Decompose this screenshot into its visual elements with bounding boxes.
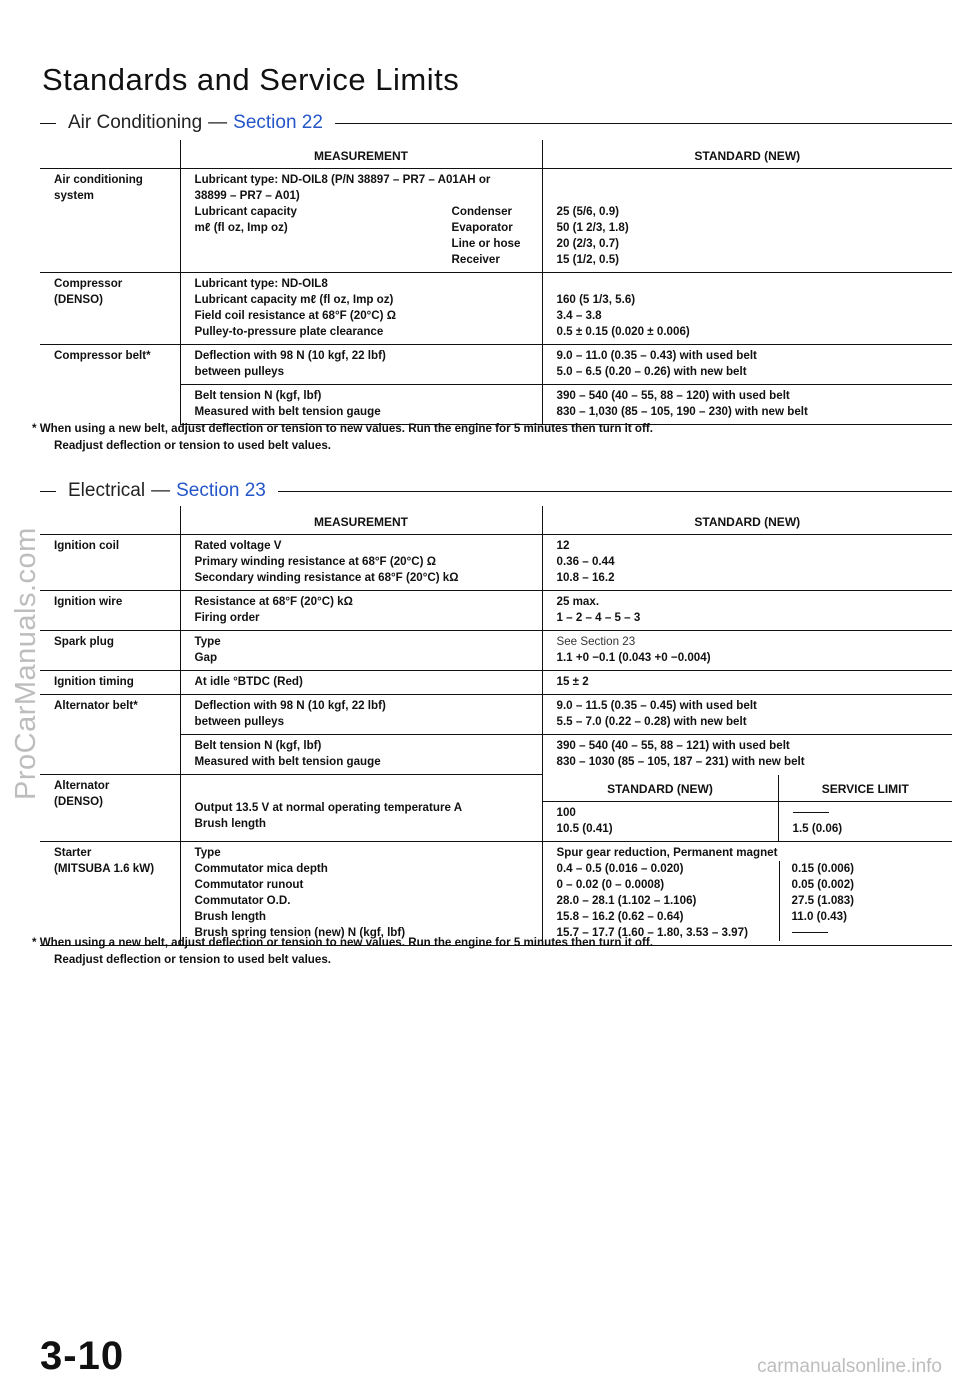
- standard-cell: 12 0.36 – 0.44 10.8 – 16.2: [542, 535, 952, 591]
- table-row: [40, 775, 952, 802]
- table-row: [40, 535, 952, 591]
- standard-cell: 9.0 – 11.0 (0.35 – 0.43) with used belt 5.0 – 6.5 (0.20 – 0.26) with new belt: [542, 345, 952, 385]
- section-title: Electrical: [68, 480, 146, 501]
- component-starter: Starter (MITSUBA 1.6 kW): [40, 841, 180, 945]
- header-measurement: MEASUREMENT: [180, 506, 542, 535]
- measurement-cell: Belt tension N (kgf, lbf) Measured with belt tension gauge: [180, 735, 542, 775]
- component-alternator-belt: Alternator belt*: [40, 695, 180, 775]
- standard-cell: 100 10.5 (0.41): [542, 801, 778, 841]
- component-ignition-coil: Ignition coil: [40, 535, 180, 591]
- measurement-cell: Deflection with 98 N (10 kgf, 22 lbf) between pulleys: [180, 695, 542, 735]
- standard-cell: Spur gear reduction, Permanent magnet 0.4 – 0.5 (0.016 – 0.020) 0 – 0.02 (0 – 0.0008) 28.0 – 28.1 (1.102 – 1.106) 15.8 – 16.2 (0.62 – 0.64) 15.7 – 17.7 (1.60 – 1.80, 3.53 – 3.97) 0.15 (0.006) 0.05 (0.002) 27.5 (1.083) 11.0 (0.43): [542, 841, 952, 945]
- component-ignition-wire: Ignition wire: [40, 591, 180, 631]
- measurement-cell: Lubricant type: ND-OIL8 Lubricant capacity mℓ (fl oz, Imp oz) Field coil resistance at 68°F (20°C) Ω Pulley-to-pressure plate clearance: [180, 273, 542, 345]
- section-ref-link[interactable]: Section 22: [233, 112, 323, 133]
- header-standard: STANDARD (NEW): [542, 140, 952, 169]
- measurement-cell: Lubricant type: ND-OIL8 (P/N 38897 – PR7 – A01AH or 38899 – PR7 – A01) Lubricant capacity mℓ (fl oz, Imp oz) Condenser Evaporator Line or hose Receiver: [180, 169, 542, 273]
- component-compressor-belt: Compressor belt*: [40, 345, 180, 425]
- standard-cell: See Section 23 1.1 +0 −0.1 (0.043 +0 −0.004): [542, 631, 952, 671]
- standard-cell: 25 max. 1 – 2 – 4 – 5 – 3: [542, 591, 952, 631]
- header-standard-alt: STANDARD (NEW): [542, 775, 778, 802]
- component-compressor: Compressor (DENSO): [40, 273, 180, 345]
- standard-cell: 390 – 540 (40 – 55, 88 – 120) with used belt 830 – 1,030 (85 – 105, 190 – 230) with new belt: [542, 385, 952, 425]
- measurement-cell: Output 13.5 V at normal operating temperature A Brush length: [180, 775, 542, 842]
- table-row: [40, 841, 952, 945]
- standard-cell: 25 (5/6, 0.9) 50 (1 2/3, 1.8) 20 (2/3, 0.7) 15 (1/2, 0.5): [542, 169, 952, 273]
- component-alternator: Alternator (DENSO): [40, 775, 180, 842]
- standard-cell: 390 – 540 (40 – 55, 88 – 121) with used belt 830 – 1030 (85 – 105, 187 – 231) with new belt: [542, 735, 952, 775]
- section-ref-link[interactable]: Section 23: [176, 480, 266, 501]
- footer-watermark: carmanualsonline.info: [757, 1356, 942, 1377]
- table-row: [40, 591, 952, 631]
- footnote-belt: * When using a new belt, adjust deflection or tension to new values. Run the engine for 5 minutes then turn it off. Readjust deflection or tension to used belt values.: [32, 936, 653, 966]
- component-ac-system: Air conditioning system: [40, 169, 180, 273]
- spark-plug-type-ref: See Section 23: [556, 635, 636, 648]
- section-title: Air Conditioning: [68, 112, 203, 133]
- measurement-cell: Belt tension N (kgf, lbf) Measured with belt tension gauge: [180, 385, 542, 425]
- standard-cell: 15 ± 2: [542, 671, 952, 695]
- section-header-air-conditioning: Air Conditioning — Section 22: [40, 111, 952, 135]
- table-row: [40, 631, 952, 671]
- page-number: 3-10: [40, 1334, 125, 1378]
- measurement-cell: Rated voltage V Primary winding resistance at 68°F (20°C) Ω Secondary winding resistance at 68°F (20°C) kΩ: [180, 535, 542, 591]
- table-row: [40, 695, 952, 735]
- table-row: [40, 169, 952, 273]
- header-standard: STANDARD (NEW): [542, 506, 952, 535]
- header-service-limit: SERVICE LIMIT: [778, 775, 952, 802]
- table-row: [40, 345, 952, 385]
- standard-cell: 9.0 – 11.5 (0.35 – 0.45) with used belt 5.5 – 7.0 (0.22 – 0.28) with new belt: [542, 695, 952, 735]
- section-header-electrical: Electrical — Section 23: [40, 479, 952, 503]
- measurement-cell: At idle °BTDC (Red): [180, 671, 542, 695]
- table-row: [40, 273, 952, 345]
- measurement-cell: Type Commutator mica depth Commutator runout Commutator O.D. Brush length Brush spring tension (new) N (kgf, lbf): [180, 841, 542, 945]
- page-title: Standards and Service Limits: [42, 62, 460, 97]
- component-spark-plug: Spark plug: [40, 631, 180, 671]
- table-row: [40, 671, 952, 695]
- footnote-belt: * When using a new belt, adjust deflection or tension to new values. Run the engine for 5 minutes then turn it off. Readjust deflection or tension to used belt values.: [32, 422, 653, 452]
- measurement-cell: Type Gap: [180, 631, 542, 671]
- service-limit-cell: 1.5 (0.06): [778, 801, 952, 841]
- measurement-cell: Resistance at 68°F (20°C) kΩ Firing order: [180, 591, 542, 631]
- header-measurement: MEASUREMENT: [180, 140, 542, 169]
- measurement-cell: Deflection with 98 N (10 kgf, 22 lbf) between pulleys: [180, 345, 542, 385]
- electrical-spec-table: [40, 506, 952, 946]
- standard-cell: 160 (5 1/3, 5.6) 3.4 – 3.8 0.5 ± 0.15 (0.020 ± 0.006): [542, 273, 952, 345]
- service-limit-cell: 0.15 (0.006) 0.05 (0.002) 27.5 (1.083) 11.0 (0.43): [779, 861, 953, 941]
- component-ignition-timing: Ignition timing: [40, 671, 180, 695]
- ac-spec-table: [40, 140, 952, 425]
